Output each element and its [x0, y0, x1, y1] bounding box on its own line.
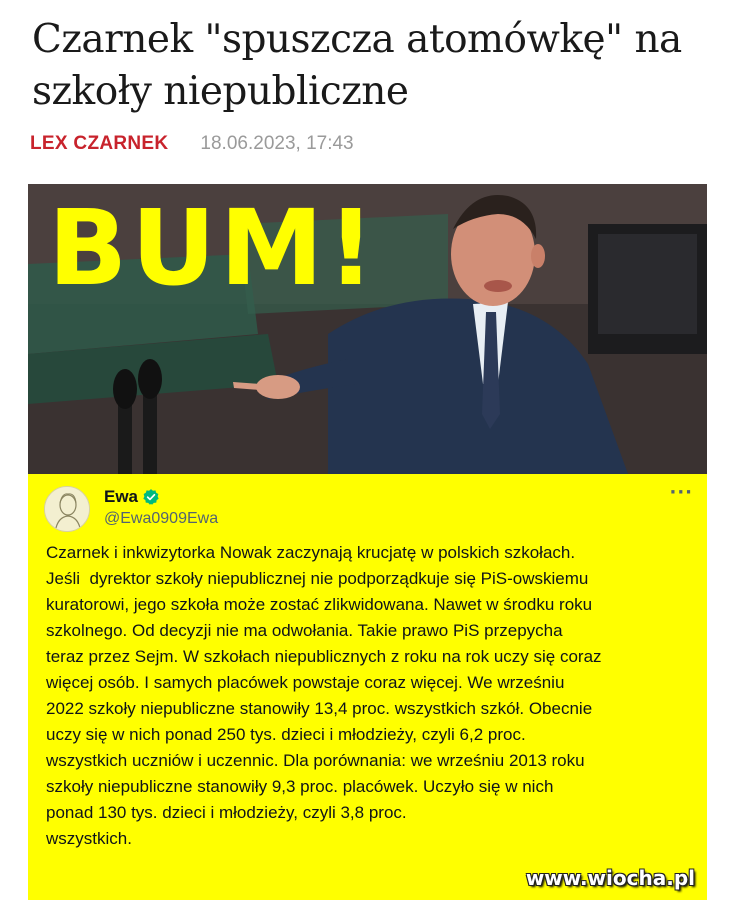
tweet-line: ponad 130 tys. dzieci i młodzieży, czyli 3,8 proc. [46, 803, 407, 822]
tweet-text [46, 540, 701, 852]
tweet-line: wszystkich. [46, 829, 132, 848]
tweet-line: więcej osób. I samych placówek powstaje coraz więcej. We wrześniu [46, 673, 565, 692]
tweet-line: szkolnego. Od decyzji nie ma odwołania. Takie prawo PiS przepycha [46, 621, 563, 640]
tweet-line: kuratorowi, jego szkoła może zostać zlikwidowana. Nawet w środku roku [46, 595, 593, 614]
article-date: 18.06.2023, 17:43 [200, 133, 354, 154]
tweet-line: szkoły niepubliczne stanowiły 9,3 proc. placówek. Uczyło się w nich [46, 777, 554, 796]
author-handle[interactable]: @Ewa0909Ewa [104, 510, 219, 527]
author-name[interactable]: Ewa [104, 487, 139, 506]
article-headline [32, 14, 722, 118]
verified-badge-icon [142, 488, 160, 506]
avatar-image [45, 487, 90, 532]
tweet-line: teraz przez Sejm. W szkołach niepublicznych z roku na rok uczy się coraz [46, 647, 602, 666]
avatar[interactable] [44, 486, 90, 532]
headline-line-2: szkoły niepubliczne [32, 69, 409, 114]
more-horizontal-icon[interactable]: ··· [669, 482, 693, 503]
tweet-line: wszystkich uczniów i uczennic. Dla porównania: we wrześniu 2013 roku [46, 751, 585, 770]
site-watermark: www.wiocha.pl [525, 866, 695, 890]
author-row [104, 487, 160, 507]
tweet-line: 2022 szkoły niepubliczne stanowiły 13,4 proc. wszystkich szkół. Obecnie [46, 699, 593, 718]
tweet-line: uczy się w nich ponad 250 tys. dzieci i młodzieży, czyli 6,2 proc. [46, 725, 526, 744]
headline-line-1: Czarnek "spuszcza atomówkę" na [32, 17, 682, 62]
bum-overlay-text: BUM! [48, 187, 379, 309]
tweet-line: Jeśli dyrektor szkoły niepublicznej nie podporządkuje się PiS-owskiemu [46, 569, 589, 588]
article-meta [30, 132, 354, 156]
tweet-card [28, 474, 707, 900]
category-link[interactable]: LEX CZARNEK [30, 133, 169, 154]
article-photo [28, 184, 707, 474]
tweet-line: Czarnek i inkwizytorka Nowak zaczynają krucjatę w polskich szkołach. [46, 543, 576, 562]
